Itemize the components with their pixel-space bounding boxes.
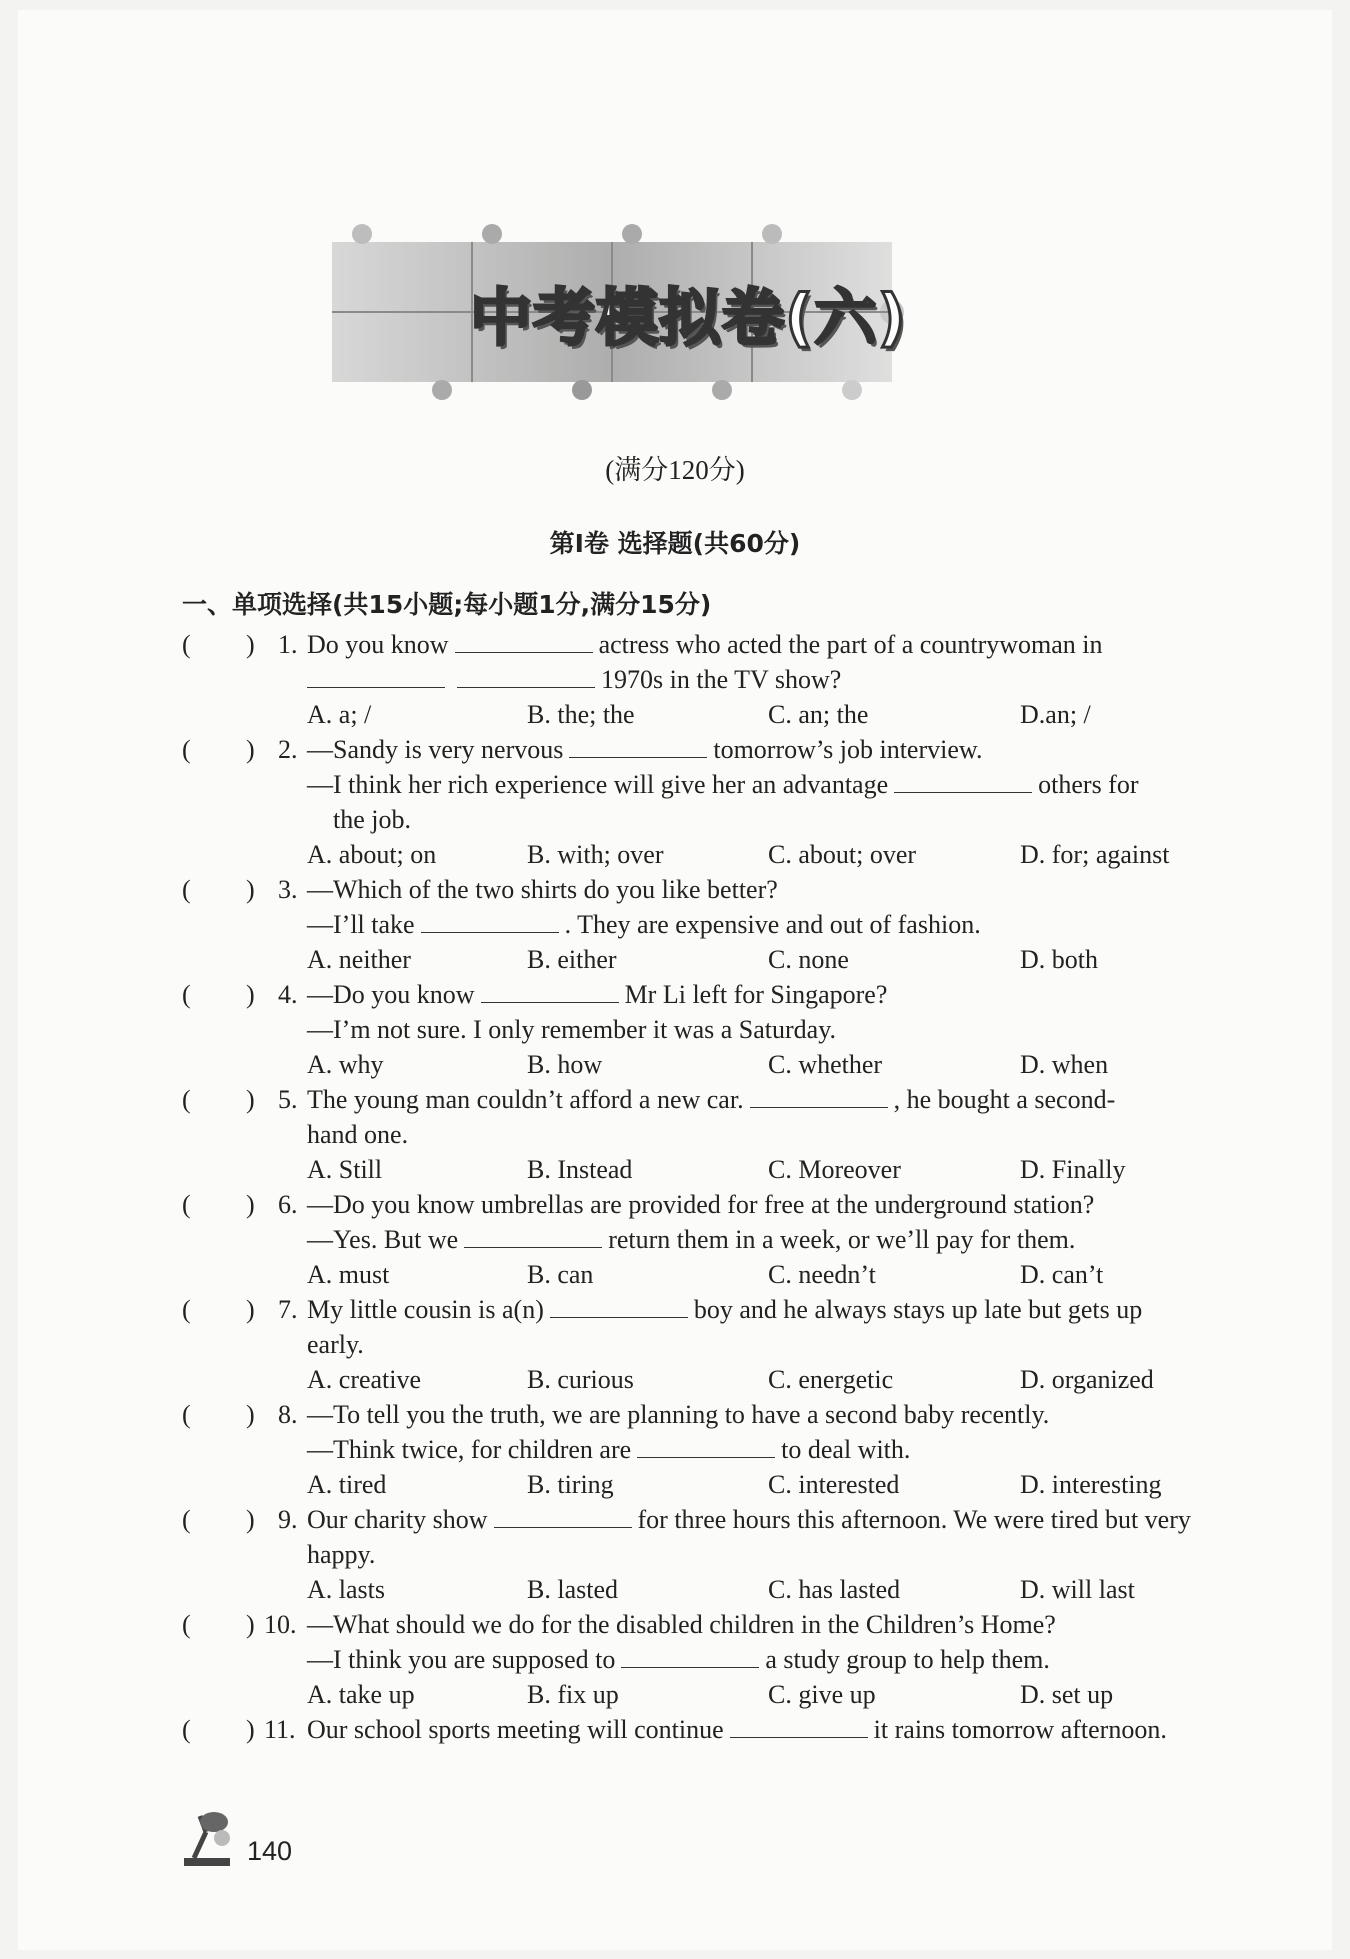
- answer-paren-open: (: [182, 875, 191, 904]
- answer-paren-open: (: [182, 1400, 191, 1429]
- option-c[interactable]: C. give up: [768, 1680, 876, 1709]
- option-b[interactable]: B. tiring: [527, 1470, 614, 1499]
- question-text: early.: [307, 1330, 364, 1359]
- answer-blank[interactable]: [464, 1225, 602, 1248]
- question-number: 3.: [278, 875, 298, 904]
- question-text: to deal with.: [781, 1435, 911, 1464]
- question-text: The young man couldn’t afford a new car.: [307, 1085, 744, 1114]
- question-line: [307, 1330, 364, 1360]
- answer-paren-close: ): [246, 980, 255, 1009]
- answer-paren-open: (: [182, 630, 191, 659]
- option-b[interactable]: B. with; over: [527, 840, 664, 869]
- question-line: [307, 1715, 1167, 1745]
- question-text: the job.: [333, 805, 411, 834]
- option-c[interactable]: C. needn’t: [768, 1260, 876, 1289]
- question-line: [307, 1540, 375, 1570]
- option-a[interactable]: A. a; /: [307, 700, 372, 729]
- question-line: [307, 875, 778, 905]
- answer-paren-open: (: [182, 1190, 191, 1219]
- option-b[interactable]: B. the; the: [527, 700, 635, 729]
- option-d[interactable]: D. for; against: [1020, 840, 1170, 869]
- option-b[interactable]: B. Instead: [527, 1155, 633, 1184]
- question-line: [307, 1015, 836, 1045]
- question-line: [307, 1435, 910, 1465]
- option-b[interactable]: B. curious: [527, 1365, 634, 1394]
- question-text: —Think twice, for children are: [307, 1435, 632, 1464]
- answer-paren-open: (: [182, 735, 191, 764]
- option-b[interactable]: B. can: [527, 1260, 594, 1289]
- answer-blank[interactable]: [550, 1295, 688, 1318]
- question-number: 4.: [278, 980, 298, 1009]
- question-line: [307, 630, 1103, 660]
- question-line: [307, 1225, 1075, 1255]
- exam-title: 中考模拟卷(六): [470, 281, 907, 354]
- question-line: [307, 770, 1139, 800]
- option-a[interactable]: A. take up: [307, 1680, 415, 1709]
- answer-blank[interactable]: [494, 1505, 632, 1528]
- question-text: . They are expensive and out of fashion.: [564, 910, 981, 939]
- option-d[interactable]: D. interesting: [1020, 1470, 1162, 1499]
- question-text: 1970s in the TV show?: [601, 665, 842, 694]
- option-d[interactable]: D. set up: [1020, 1680, 1114, 1709]
- answer-paren-open: (: [182, 1085, 191, 1114]
- answer-blank[interactable]: [421, 910, 559, 933]
- question-line: [307, 1610, 1056, 1640]
- option-a[interactable]: A. tired: [307, 1470, 387, 1499]
- question-line: [307, 1400, 1049, 1430]
- answer-paren-close: ): [246, 1295, 255, 1324]
- answer-blank[interactable]: [730, 1715, 868, 1738]
- answer-paren-close: ): [246, 1505, 255, 1534]
- question-text: —What should we do for the disabled children in the Children’s Home?: [307, 1610, 1056, 1639]
- option-a[interactable]: A. neither: [307, 945, 411, 974]
- answer-blank[interactable]: [894, 770, 1032, 793]
- option-a[interactable]: A. about; on: [307, 840, 437, 869]
- option-d[interactable]: D. Finally: [1020, 1155, 1126, 1184]
- question-line: [307, 1085, 1115, 1115]
- question-text: —To tell you the truth, we are planning to have a second baby recently.: [307, 1400, 1050, 1429]
- question-line: [307, 805, 411, 835]
- question-text: —I’ll take: [307, 910, 415, 939]
- question-number: 7.: [278, 1295, 298, 1324]
- option-d[interactable]: D. can’t: [1020, 1260, 1104, 1289]
- question-line: [307, 1295, 1142, 1325]
- question-line: [307, 735, 982, 765]
- answer-paren-open: (: [182, 980, 191, 1009]
- question-text: actress who acted the part of a countrywoman in: [598, 630, 1103, 659]
- question-text: tomorrow’s job interview.: [713, 735, 983, 764]
- question-number: 9.: [278, 1505, 298, 1534]
- question-number: 8.: [278, 1400, 298, 1429]
- answer-blank[interactable]: [569, 735, 707, 758]
- option-c[interactable]: C. none: [768, 945, 849, 974]
- answer-paren-open: (: [182, 1610, 191, 1639]
- question-text: return them in a week, or we’ll pay for them.: [608, 1225, 1076, 1254]
- option-b[interactable]: B. either: [527, 945, 617, 974]
- option-a[interactable]: A. must: [307, 1260, 390, 1289]
- option-d[interactable]: D. will last: [1020, 1575, 1135, 1604]
- option-c[interactable]: C. whether: [768, 1050, 883, 1079]
- question-line: [307, 1645, 1050, 1675]
- option-b[interactable]: B. lasted: [527, 1575, 618, 1604]
- option-a[interactable]: A. creative: [307, 1365, 422, 1394]
- answer-paren-open: (: [182, 1295, 191, 1324]
- question-text: —Do you know: [307, 980, 475, 1009]
- question-text: —Do you know umbrellas are provided for free at the underground station?: [307, 1190, 1095, 1219]
- answer-paren-close: ): [246, 1610, 255, 1639]
- question-line: [307, 1190, 1094, 1220]
- question-text: a study group to help them.: [765, 1645, 1050, 1674]
- answer-paren-close: ): [246, 735, 255, 764]
- answer-paren-close: ): [246, 1190, 255, 1219]
- option-d[interactable]: D.an; /: [1020, 700, 1091, 729]
- question-text: —I’m not sure. I only remember it was a Saturday.: [307, 1015, 837, 1044]
- answer-blank[interactable]: [637, 1435, 775, 1458]
- question-text: Do you know: [307, 630, 449, 659]
- question-text: happy.: [307, 1540, 376, 1569]
- answer-paren-open: (: [182, 1715, 191, 1744]
- part-title: 第I卷 选择题(共60分): [549, 529, 801, 558]
- question-number: 2.: [278, 735, 298, 764]
- question-number: 1.: [278, 630, 298, 659]
- question-text: , he bought a second-: [893, 1085, 1116, 1114]
- option-a[interactable]: A. why: [307, 1050, 384, 1079]
- question-text: others for: [1038, 770, 1139, 799]
- answer-paren-close: ): [246, 1400, 255, 1429]
- desk-lamp-icon: [180, 1808, 240, 1868]
- question-text: it rains tomorrow afternoon.: [873, 1715, 1167, 1744]
- question-line: [307, 665, 841, 695]
- question-number: 5.: [278, 1085, 298, 1114]
- question-text: Our charity show: [307, 1505, 488, 1534]
- option-c[interactable]: C. Moreover: [768, 1155, 901, 1184]
- question-text: My little cousin is a(n): [307, 1295, 544, 1324]
- question-text: —Sandy is very nervous: [307, 735, 564, 764]
- option-d[interactable]: D. organized: [1020, 1365, 1154, 1394]
- question-line: [307, 1505, 1191, 1535]
- question-text: for three hours this afternoon. We were tired but very: [637, 1505, 1191, 1534]
- question-text: Mr Li left for Singapore?: [624, 980, 888, 1009]
- option-c[interactable]: C. energetic: [768, 1365, 894, 1394]
- option-a[interactable]: A. Still: [307, 1155, 383, 1184]
- question-number: 10.: [264, 1610, 297, 1639]
- question-line: [307, 910, 981, 940]
- question-text: hand one.: [307, 1120, 409, 1149]
- question-text: Our school sports meeting will continue: [307, 1715, 724, 1744]
- option-a[interactable]: A. lasts: [307, 1575, 385, 1604]
- question-text: boy and he always stays up late but gets up: [693, 1295, 1143, 1324]
- answer-blank[interactable]: [307, 665, 445, 688]
- answer-blank[interactable]: [455, 630, 593, 653]
- answer-blank[interactable]: [481, 980, 619, 1003]
- question-number: 11.: [264, 1715, 296, 1744]
- question-text: —Which of the two shirts do you like better?: [307, 875, 778, 904]
- option-c[interactable]: C. has lasted: [768, 1575, 901, 1604]
- section-title: 一、单项选择(共15小题;每小题1分,满分15分): [182, 590, 712, 619]
- page-number: 140: [247, 1836, 293, 1866]
- answer-blank[interactable]: [457, 665, 595, 688]
- answer-blank[interactable]: [750, 1085, 888, 1108]
- option-d[interactable]: D. when: [1020, 1050, 1109, 1079]
- answer-paren-close: ): [246, 630, 255, 659]
- score-note: (满分120分): [605, 455, 745, 485]
- option-b[interactable]: B. how: [527, 1050, 603, 1079]
- answer-paren-close: ): [246, 875, 255, 904]
- option-d[interactable]: D. both: [1020, 945, 1098, 974]
- question-number: 6.: [278, 1190, 298, 1219]
- answer-paren-close: ): [246, 1085, 255, 1114]
- question-text: —Yes. But we: [307, 1225, 459, 1254]
- question-line: [307, 980, 887, 1010]
- answer-paren-close: ): [246, 1715, 255, 1744]
- question-text: —I think you are supposed to: [307, 1645, 616, 1674]
- option-c[interactable]: C. about; over: [768, 840, 917, 869]
- option-c[interactable]: C. interested: [768, 1470, 900, 1499]
- option-b[interactable]: B. fix up: [527, 1680, 619, 1709]
- answer-blank[interactable]: [621, 1645, 759, 1668]
- question-line: [307, 1120, 408, 1150]
- question-text: —I think her rich experience will give her an advantage: [307, 770, 889, 799]
- answer-paren-open: (: [182, 1505, 191, 1534]
- option-c[interactable]: C. an; the: [768, 700, 869, 729]
